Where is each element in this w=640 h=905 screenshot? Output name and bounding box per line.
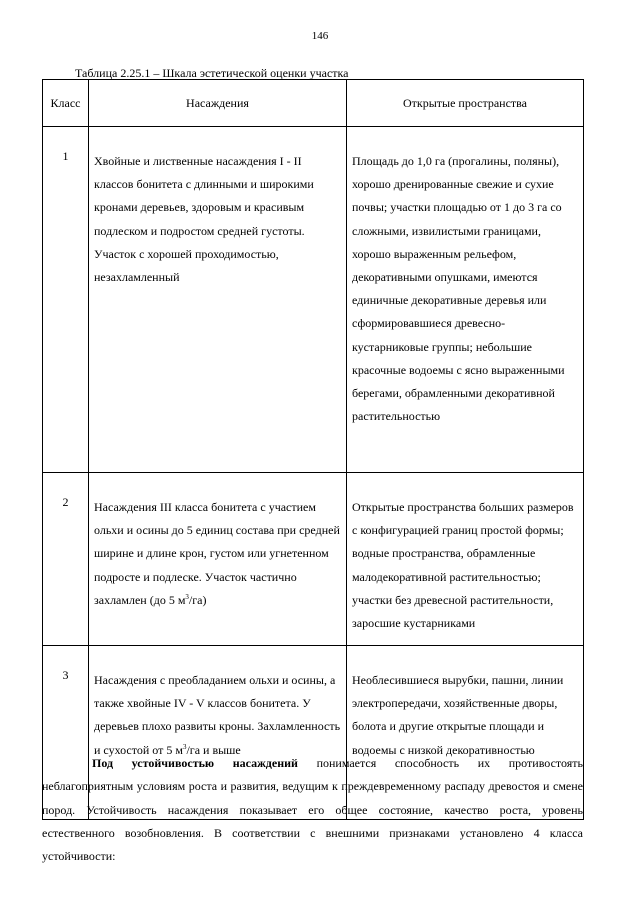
paragraph-text: понимается способность их противостоять неблагоприятным условиям роста и развития, ведущим к преждевременному распаду древостоя и смене пород. Устойчивость насаждения показывает его общее состояние, качество роста, уровень естественного возобновления. В соответствии с внешними признаками установлено 4 класса устойчивости: <box>42 756 583 864</box>
table-row <box>43 473 584 646</box>
class-number: 2 <box>43 473 89 646</box>
plantings-main: Насаждения III класса бонитета с участием ольхи и осины до 5 единиц состава при средней ширине и длине крон, густом или угнетенном подросте и подлеске. Участок частично захламлен (до 5 м <box>94 500 340 607</box>
plantings-tail: /га) <box>188 592 207 607</box>
table-header-row <box>43 80 584 127</box>
header-open-spaces: Открытые пространства <box>347 80 584 127</box>
open-spaces-text: Открытые пространства больших размеров с конфигурацией границ простой формы; водные пространства, обрамленные малодекоративной растительностью; участки без древесной растительности, заросшие кустарниками <box>352 500 574 631</box>
aesthetic-scale-table <box>42 79 584 820</box>
superscript: 3 <box>185 592 189 601</box>
plantings-main: Насаждения с преобладанием ольхи и осины, а также хвойные IV - V классов бонитета. У деревьев плохо развиты кроны. Захламленность и сухостой от 5 м <box>94 673 341 757</box>
paragraph-lead: Под устойчивостью насаждений <box>92 756 298 770</box>
open-spaces-cell <box>347 127 584 473</box>
table-row <box>43 127 584 473</box>
plantings-cell <box>89 127 347 473</box>
open-spaces-text: Площадь до 1,0 га (прогалины, поляны), хорошо дренированные свежие и сухие почвы; участки площадью от 1 до 3 га со сложными, извилистыми границами, хорошо выраженным рельефом, декоративными опушками, имеются единичные декоративные деревья или сформировавшиеся древесно-кустарниковые группы; небольшие красочные водоемы с ясно выраженными берегами, обрамленными декоративной растительностью <box>352 154 565 424</box>
plantings-text <box>90 474 345 612</box>
superscript: 3 <box>182 742 187 751</box>
class-number: 1 <box>43 127 89 473</box>
table-caption: Таблица 2.25.1 – Шкала эстетической оценки участка <box>75 66 349 80</box>
open-spaces-cell <box>347 473 584 646</box>
header-plantings: Насаждения <box>89 80 347 127</box>
plantings-cell <box>89 473 347 646</box>
plantings-text <box>90 647 345 762</box>
page-number: 146 <box>311 30 329 42</box>
class-number: 3 <box>43 646 89 820</box>
plantings-tail: /га и выше <box>186 742 241 757</box>
plantings-text: Хвойные и лиственные насаждения I - II классов бонитета с длинными и широкими кронами деревьев, здоровым и красивым подлеском и подростом средней густоты. Участок с хорошей проходимостью, незахламленный <box>94 154 314 285</box>
body-paragraph <box>42 752 583 868</box>
open-spaces-text: Необлесившиеся вырубки, пашни, линии электропередачи, хозяйственные дворы, болота и другие открытые площади и водоемы с низкой декоративностью <box>352 673 564 757</box>
header-class: Класс <box>43 80 89 127</box>
